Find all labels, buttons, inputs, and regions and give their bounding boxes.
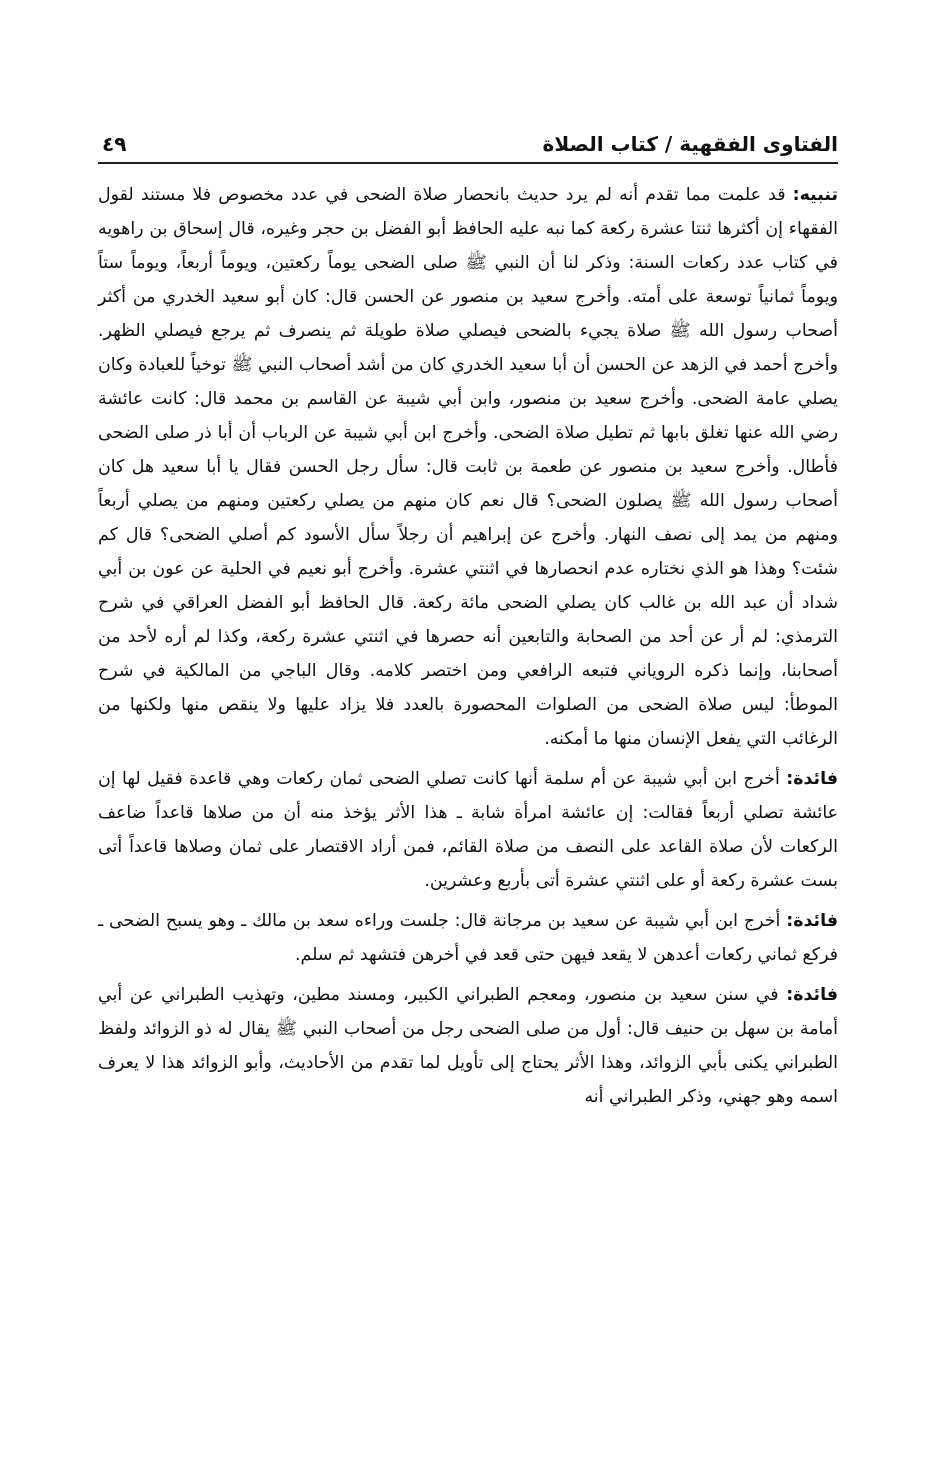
paragraph-lead: فائدة: [786, 769, 838, 789]
paragraph-faida-2 [98, 904, 838, 972]
paragraph-lead: فائدة: [786, 985, 838, 1005]
running-title: الفتاوى الفقهية / كتاب الصلاة [542, 132, 838, 156]
paragraph-lead: تنبيه: [792, 185, 838, 205]
paragraph-lead: فائدة: [786, 911, 838, 931]
paragraph-faida-1 [98, 762, 838, 898]
paragraph-text: أخرج ابن أبي شيبة عن أم سلمة أنها كانت تصلي الضحى ثمان ركعات وهي قاعدة فقيل لها إن عائشة تصلي أربعاً فقالت: إن عائشة امرأة شابة ـ هذا الأثر يؤخذ منه أن من صلاها قاعداً ضاعف الركعات لأن صلاة القاعد على النصف من صلاة القائم، فمن أراد الاقتصار على ثمان وصلاها قاعداً أتى بست عشرة ركعة أو على اثنتي عشرة أتى بأربع وعشرين. [98, 769, 838, 891]
book-page [98, 128, 838, 1448]
paragraph-tanbih [98, 178, 838, 756]
paragraph-text: قد علمت مما تقدم أنه لم يرد حديث بانحصار صلاة الضحى في عدد مخصوص فلا مستند لقول الفقهاء إن أكثرها ثنتا عشرة ركعة كما نبه عليه الحافظ أبو الفضل بن حجر وغيره، قال إسحاق بن راهويه في كتاب عدد ركعات السنة: وذكر لنا أن النبي ﷺ صلى الضحى يوماً ركعتين، ويوماً أربعاً، ويوماً ستاً ويوماً ثمانياً توسعة على أمته. وأخرج سعيد بن منصور عن الحسن قال: كان أبو سعيد الخدري من أكثر أصحاب رسول الله ﷺ صلاة يجيء بالضحى فيصلي صلاة طويلة ثم ينصرف ثم يرجع فيصلي الظهر. وأخرج أحمد في الزهد عن الحسن أن أبا سعيد الخدري كان من أشد أصحاب النبي ﷺ توخياً للعبادة وكان يصلي عامة الضحى. وأخرج سعيد بن منصور، وابن أبي شيبة عن القاسم بن محمد قال: كانت عائشة رضي الله عنها تغلق بابها ثم تطيل صلاة الضحى. وأخرج ابن أبي شيبة عن الرباب أن أبا ذر صلى الضحى فأطال. وأخرج سعيد بن منصور عن طعمة بن ثابت قال: سأل رجل الحسن فقال يا أبا سعيد هل كان أصحاب رسول الله ﷺ يصلون الضحى؟ قال نعم كان منهم من يصلي ركعتين ومنهم من يصلي أربعاً ومنهم من يمد إلى نصف النهار. وأخرج عن إبراهيم أن رجلاً سأل الأسود كم أصلي الضحى؟ قال كم شئت؟ وهذا هو الذي نختاره عدم انحصارها في اثنتي عشرة. وأخرج أبو نعيم في الحلية عن عون بن أبي شداد أن عبد الله بن غالب كان يصلي الضحى مائة ركعة. قال الحافظ أبو الفضل العراقي في شرح الترمذي: لم أر عن أحد من الصحابة والتابعين أنه حصرها في اثنتي عشرة ركعة، وكذا لم أره لأحد من أصحابنا، وإنما ذكره الروياني فتبعه الرافعي ومن اختصر كلامه. وقال الباجي من المالكية في شرح الموطأ: ليس صلاة الضحى من الصلوات المحصورة بالعدد فلا يزاد عليها ولا ينقص منها ولكنها من الرغائب التي يفعل الإنسان منها ما أمكنه. [98, 185, 838, 749]
page-body [98, 178, 838, 1114]
paragraph-text: في سنن سعيد بن منصور، ومعجم الطبراني الكبير، ومسند مطين، وتهذيب الطبراني عن أبي أمامة بن سهل بن حنيف قال: أول من صلى الضحى رجل من أصحاب النبي ﷺ يقال له ذو الزوائد ولفظ الطبراني يكنى بأبي الزوائد، وهذا الأثر يحتاج إلى تأويل لما تقدم من الأحاديث، وأبو الزوائد هذا لا يعرف اسمه وهو جهني، وذكر الطبراني أنه [98, 985, 838, 1107]
page-number: ٤٩ [102, 132, 127, 156]
paragraph-faida-3 [98, 978, 838, 1114]
paragraph-text: أخرج ابن أبي شيبة عن سعيد بن مرجانة قال: جلست وراءه سعد بن مالك ـ وهو يسبح الضحى ـ فركع ثماني ركعات أعدهن لا يقعد فيهن حتى قعد في أخرهن فتشهد ثم سلم. [98, 911, 838, 965]
page-header [98, 128, 838, 164]
